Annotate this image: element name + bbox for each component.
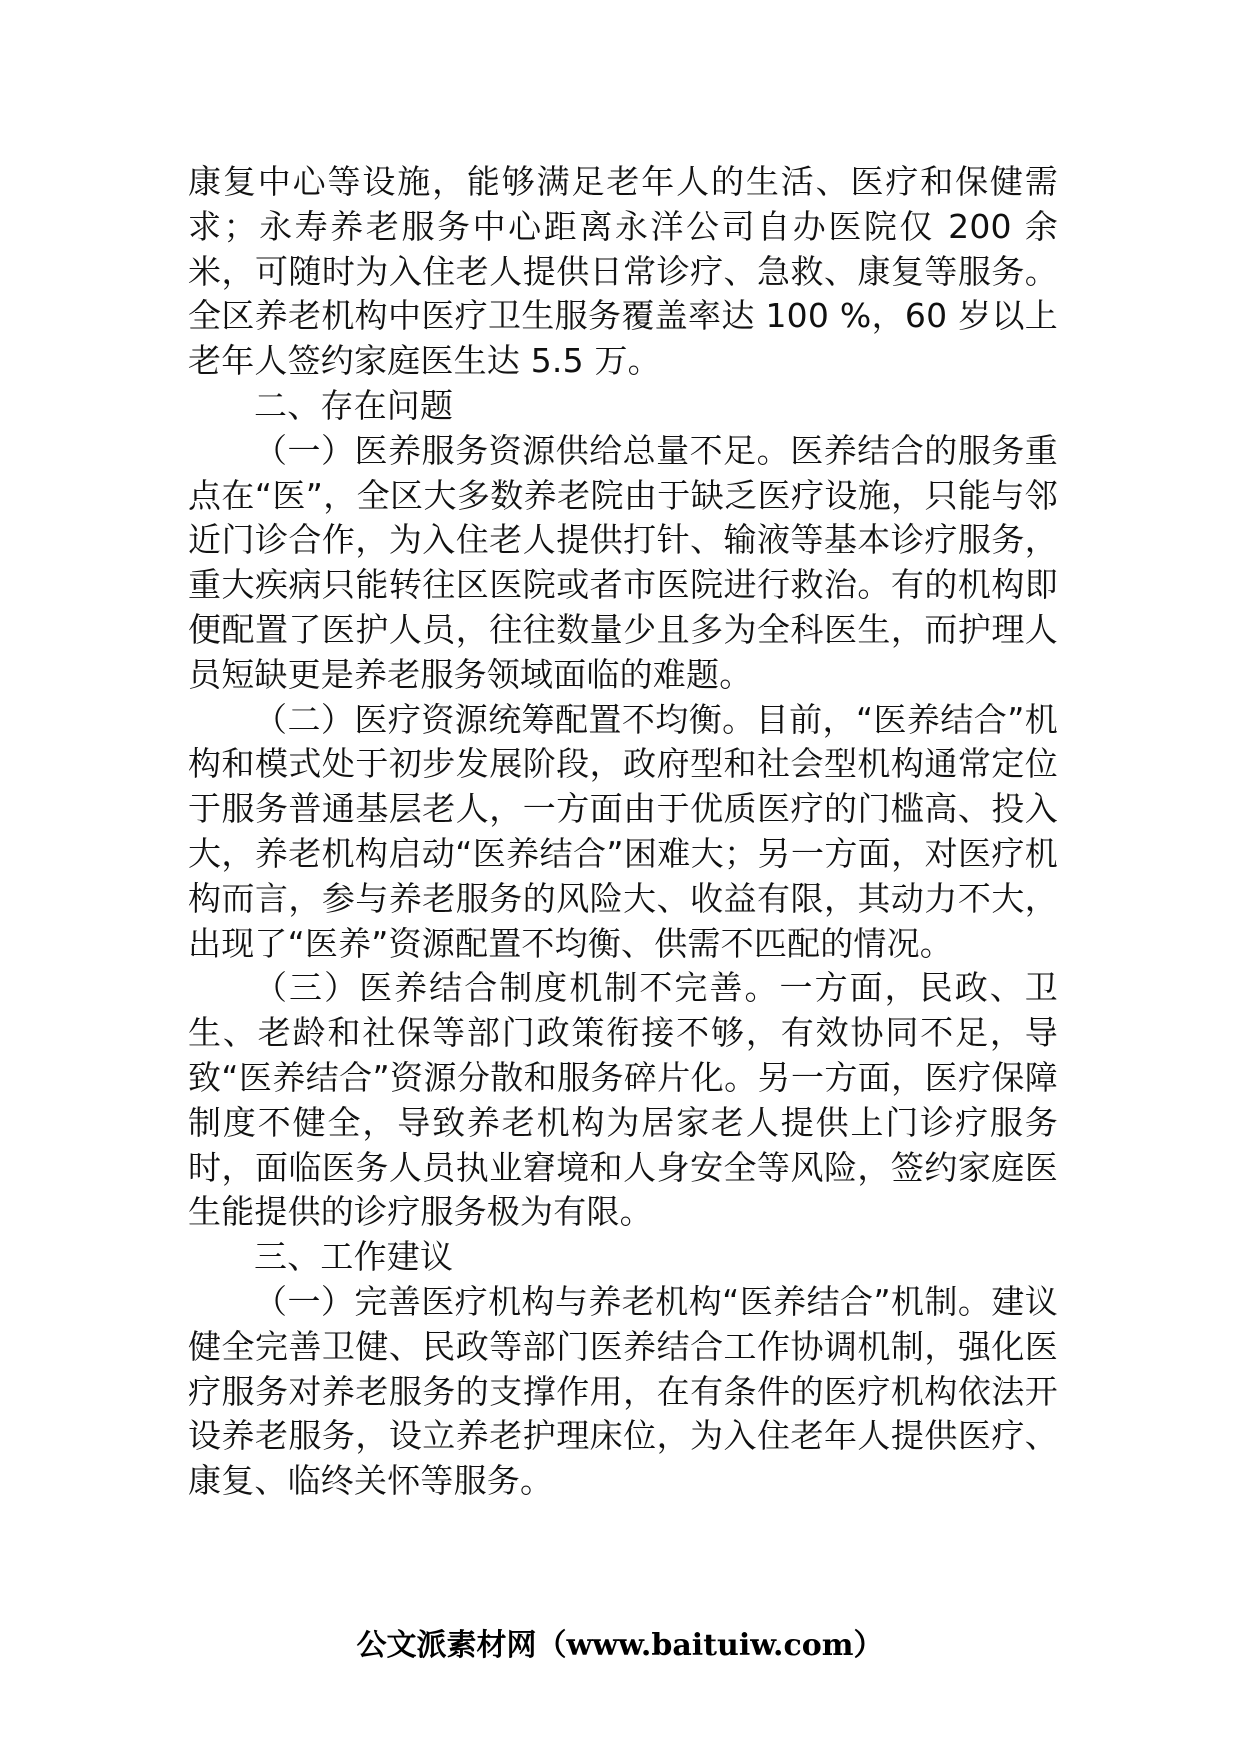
section-heading-suggestions: 三、工作建议 [254,1237,454,1277]
paragraph-continuation: 康复中心等设施，能够满足老年人的生活、医疗和保健需求；永寿养老服务中心距离永洋公司自办医院仅 200 余米，可随时为入住老人提供日常诊疗、急救、康复等服务。全区养老机构中医疗卫生服务覆盖率达 100 %，60 岁以上老年人签约家庭医生达 5.5 万。 [188,162,1058,381]
paragraph-suggestion-1: （一）完善医疗机构与养老机构“医养结合”机制。建议健全完善卫健、民政等部门医养结合工作协调机制，强化医疗服务对养老服务的支撑作用，在有条件的医疗机构依法开设养老服务，设立养老护理床位，为入住老年人提供医疗、康复、临终关怀等服务。 [188,1281,1058,1501]
paragraph-problem-1: （一）医养服务资源供给总量不足。医养结合的服务重点在“医”，全区大多数养老院由于缺乏医疗设施，只能与邻近门诊合作，为入住老人提供打针、输液等基本诊疗服务，重大疾病只能转往区医院或者市医院进行救治。有的机构即便配置了医护人员，往往数量少且多为全科医生，而护理人员短缺更是养老服务领域面临的难题。 [188,430,1058,694]
paragraph-problem-2: （二）医疗资源统筹配置不均衡。目前，“医养结合”机构和模式处于初步发展阶段，政府型和社会型机构通常定位于服务普通基层老人，一方面由于优质医疗的门槛高、投入大，养老机构启动“医养结合”困难大；另一方面，对医疗机构而言，参与养老服务的风险大、收益有限，其动力不大，出现了“医养”资源配置不均衡、供需不匹配的情况。 [188,699,1058,963]
document-body [188,160,1058,1504]
paragraph-problem-3: （三）医养结合制度机制不完善。一方面，民政、卫生、老龄和社保等部门政策衔接不够，有效协同不足，导致“医养结合”资源分散和服务碎片化。另一方面，医疗保障制度不健全，导致养老机构为居家老人提供上门诊疗服务时，面临医务人员执业窘境和人身安全等风险，签约家庭医生能提供的诊疗服务极为有限。 [188,968,1058,1232]
section-heading-problems: 二、存在问题 [254,385,454,425]
footer-watermark: 公文派素材网（www.baituiw.com） [356,1628,884,1663]
